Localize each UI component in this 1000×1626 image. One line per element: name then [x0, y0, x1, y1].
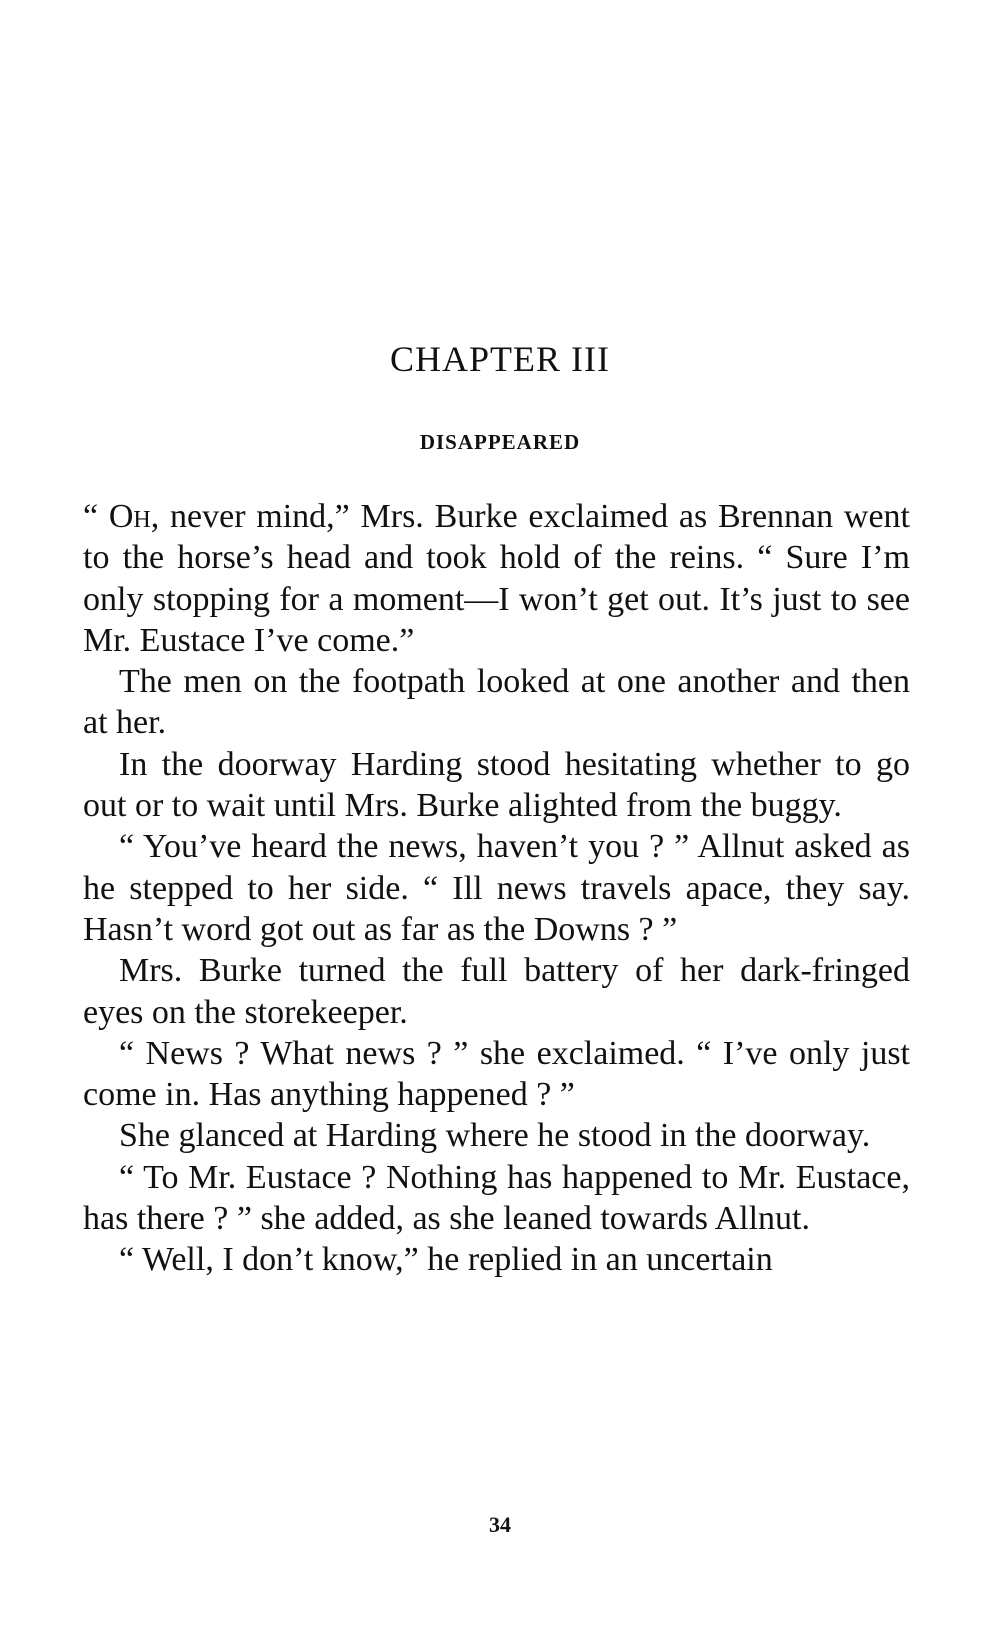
- body-text: [83, 496, 910, 1281]
- paragraph: “ You’ve heard the news, haven’t you ? ” Allnut asked as he stepped to her side. “ Ill news travels apace, they say. Hasn’t word got out as far as the Downs ? ”: [83, 828, 910, 948]
- paragraph-text: , never mind,” Mrs. Burke exclaimed as Brennan went to the horse’s head and took hold of the reins. “ Sure I’m only stopping for a moment—I won’t get out. It’s just to see Mr. Eustace I’ve come.”: [83, 498, 910, 659]
- paragraph: The men on the footpath looked at one another and then at her.: [83, 663, 910, 742]
- paragraph: “ News ? What news ? ” she exclaimed. “ I’ve only just come in. Has anything happened ? ”: [83, 1034, 910, 1114]
- opening-word: Oh: [108, 498, 151, 535]
- paragraph: “ Well, I don’t know,” he replied in an uncertain: [119, 1241, 773, 1279]
- paragraph: Mrs. Burke turned the full battery of her dark-fringed eyes on the storekeeper.: [83, 952, 910, 1031]
- paragraph: [83, 496, 910, 661]
- page-number: 34: [489, 1512, 511, 1537]
- paragraph: She glanced at Harding where he stood in the doorway.: [119, 1117, 871, 1155]
- chapter-heading: CHAPTER III: [390, 339, 610, 379]
- opening-quote: “: [83, 498, 109, 535]
- chapter-title: DISAPPEARED: [419, 430, 581, 454]
- paragraph: In the doorway Harding stood hesitating whether to go out or to wait until Mrs. Burke alighted from the buggy.: [83, 745, 910, 825]
- paragraph: “ To Mr. Eustace ? Nothing has happened to Mr. Eustace, has there ? ” she added, as she leaned towards Allnut.: [83, 1158, 910, 1238]
